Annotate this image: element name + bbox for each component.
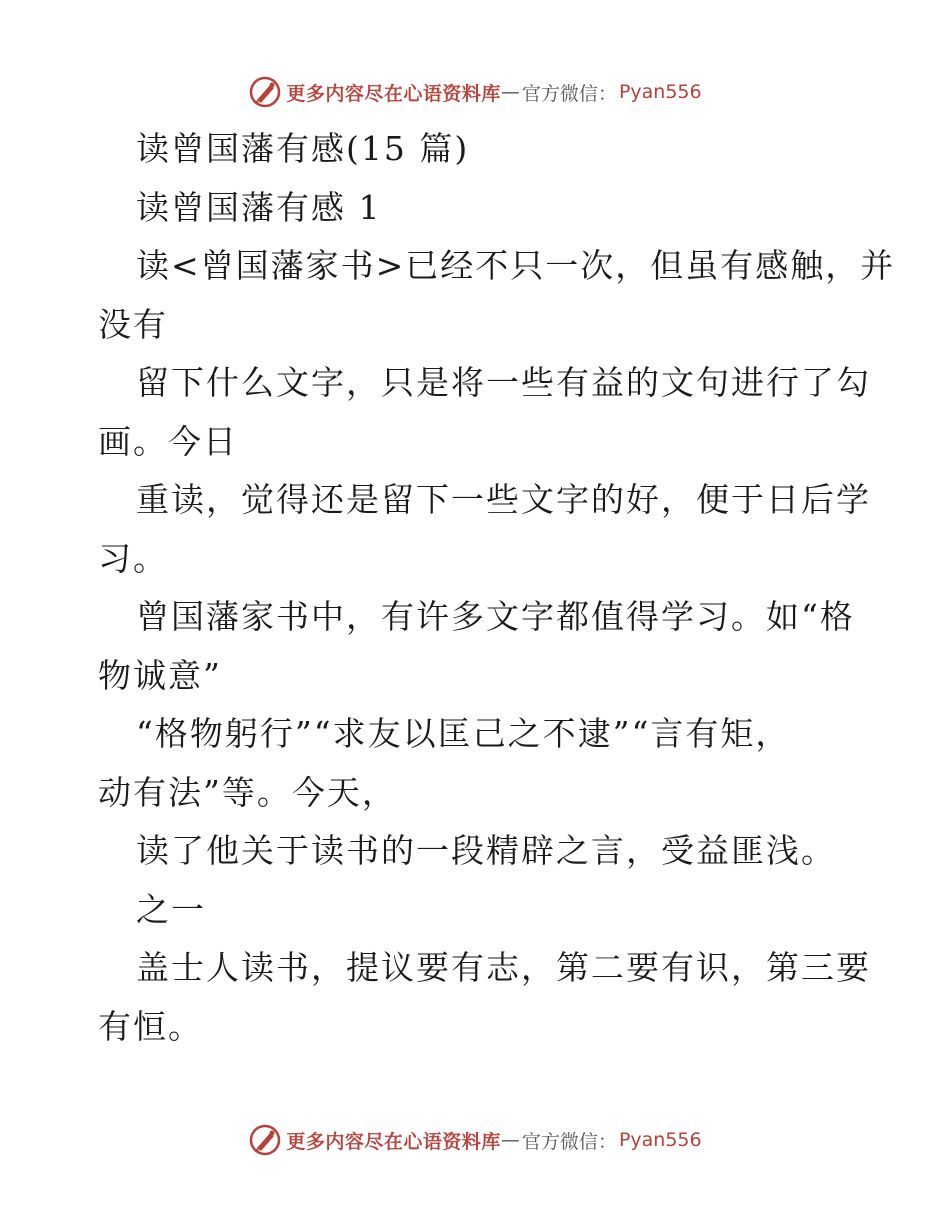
section-heading: 读曾国藩有感 1 [136,187,382,227]
watermark-dash: — [500,1129,520,1151]
watermark-brand: 更多内容尽在心语资料库 [286,82,501,105]
pen-logo-icon [248,75,282,109]
paragraph-line: 曾国藩家书中，有许多文字都值得学习。如“格 [136,597,855,636]
pen-logo-icon [248,1123,282,1157]
paragraph-line: 动有法”等。今天， [98,772,397,812]
paragraph-line: 盖士人读书，提议要有志，第二要有识，第三要 [136,948,871,987]
subsection-heading: 之一 [136,889,206,929]
watermark-sub: 官方微信： [521,1130,617,1153]
footer-watermark [0,1120,950,1160]
document-body [98,120,896,1056]
paragraph-line: 没有 [98,304,168,344]
paragraph-line: “格物躬行”“求友以匡己之不逮”“言有矩， [136,714,791,753]
watermark-brand: 更多内容尽在心语资料库 [286,1130,501,1153]
paragraph-line: 读<曾国藩家书>已经不只一次，但虽有感触，并 [136,246,896,285]
paragraph-line: 画。今日 [98,421,238,461]
paragraph-line: 重读，觉得还是留下一些文字的好，便于日后学 [136,480,871,519]
paragraph-line: 习。 [98,538,168,578]
header-watermark [0,72,950,112]
watermark-id: Pyan556 [618,1129,702,1151]
paragraph-line: 读了他关于读书的一段精辟之言，受益匪浅。 [136,831,836,870]
doc-title: 读曾国藩有感(15 篇) [136,129,470,168]
paragraph-line: 留下什么文字，只是将一些有益的文句进行了勾 [136,363,871,402]
paragraph-line: 物诚意” [98,655,222,695]
watermark-sub: 官方微信： [521,82,617,105]
watermark-dash: — [500,81,520,103]
paragraph-line: 有恒。 [98,1006,203,1046]
watermark-id: Pyan556 [618,81,702,103]
